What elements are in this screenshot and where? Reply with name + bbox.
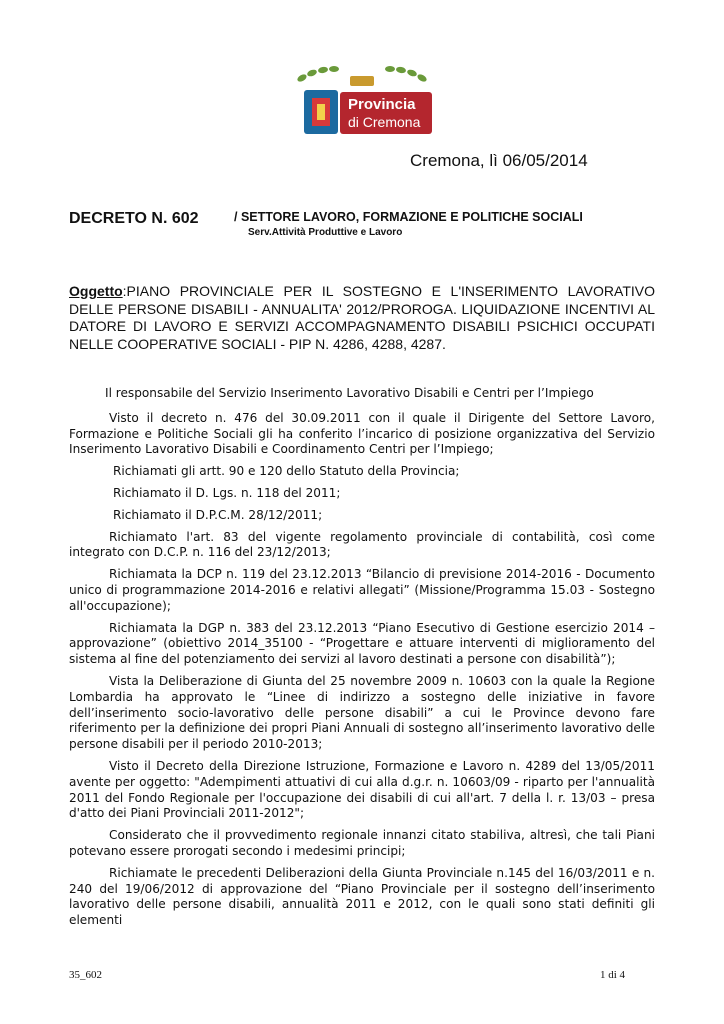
subject-text: :PIANO PROVINCIALE PER IL SOSTEGNO E L'INSERIMENTO LAVORATIVO DELLE PERSONE DISABILI - ANNUALITA' 2012/PROROGA. LIQUIDAZIONE INCENTIVI AL DATORE DI LAVORO E SERVIZI ACCOMPAGNAMENTO DISABILI PSICHICI OCCUPATI NELLE COOPERATIVE SOCIALI - PIP N. 4286, 4288, 4287.	[69, 283, 655, 352]
logo-wordmark	[340, 92, 432, 134]
paragraph: Richiamati gli artt. 90 e 120 dello Statuto della Provincia;	[113, 464, 460, 479]
logo-line-1: Provincia	[348, 96, 416, 113]
paragraph: Richiamata la DCP n. 119 del 23.12.2013 “Bilancio di previsione 2014-2016 - Documento unico di programmazione 2014-2016 e relativi allegati” (Missione/Programma 15.03 - Sostegno all'occupazione);	[69, 567, 655, 613]
footer-page-number: 1 di 4	[600, 969, 626, 981]
paragraph: Richiamata la DGP n. 383 del 23.12.2013 “Piano Esecutivo di Gestione esercizio 2014 – approvazione” (obiettivo 2014_35100 - “Progettare e attuare interventi di miglioramento del sistema al fine del potenziamento dei servizi al lavoro destinati a persone con disabilità”);	[69, 620, 655, 667]
document-date: Cremona, lì 06/05/2014	[410, 151, 588, 170]
paragraph: Il responsabile del Servizio Inserimento Lavorativo Disabili e Centri per l’Impiego	[105, 386, 594, 400]
paragraph: Richiamato il D.P.C.M. 28/12/2011;	[113, 507, 323, 522]
paragraph: Richiamato il D. Lgs. n. 118 del 2011;	[113, 485, 341, 500]
paragraph: Visto il Decreto della Direzione Istruzione, Formazione e Lavoro n. 4289 del 13/05/2011 avente per oggetto: "Adempimenti attuativi di cui alla d.g.r. n. 10603/09 - riparto per l'annualità 2011 del Fondo Regionale per l'occupazione dei disabili di cui all'art. 7 della l. r. 13/03 – presa d'atto dei Piani Provinciali 2011-2012";	[69, 758, 655, 821]
paragraph: Visto il decreto n. 476 del 30.09.2011 con il quale il Dirigente del Settore Lavoro, Formazione e Politiche Sociali gli ha conferito l’incarico di posizione organizzativa del Servizio Inserimento Lavorativo Disabili e Coordinamento Centri per l’Impiego;	[69, 410, 655, 457]
footer-doc-code: 35_602	[69, 969, 102, 981]
paragraph: Richiamate le precedenti Deliberazioni della Giunta Provinciale n.145 del 16/03/2011 e n. 240 del 19/06/2012 di approvazione del “Piano Provinciale per il sostegno dell’inserimento lavorativo delle persone disabili, annualità 2011 e 2012, con le quali sono stati definiti gli elementi	[69, 865, 655, 928]
subject-label: Oggetto	[69, 283, 123, 299]
decree-number: DECRETO N. 602	[69, 210, 199, 227]
subject-block	[69, 283, 655, 353]
paragraph: Considerato che il provvedimento regionale innanzi citato stabiliva, altresì, che tali Piani potevano essere prorogati secondo i medesimi principi;	[69, 828, 655, 858]
service-name: Serv.Attività Produttive e Lavoro	[248, 227, 403, 238]
logo-line-2: di Cremona	[348, 114, 421, 130]
sector-title: / SETTORE LAVORO, FORMAZIONE E POLITICHE SOCIALI	[234, 210, 583, 224]
paragraph: Vista la Deliberazione di Giunta del 25 novembre 2009 n. 10603 con la quale la Regione Lombardia ha approvato le “Linee di indirizzo a sostegno delle iniziative in favore dell’inserimento socio-lavorativo delle persone disabili” a cui le Province devono fare riferimento per la definizione dei propri Piani Annuali di sostegno all’inserimento lavorativo delle persone disabili per il periodo 2010-2013;	[69, 673, 655, 752]
paragraph: Richiamato l'art. 83 del vigente regolamento provinciale di contabilità, così come integrato con D.C.P. n. 116 del 23/12/2013;	[69, 529, 655, 560]
document-body	[69, 386, 655, 935]
